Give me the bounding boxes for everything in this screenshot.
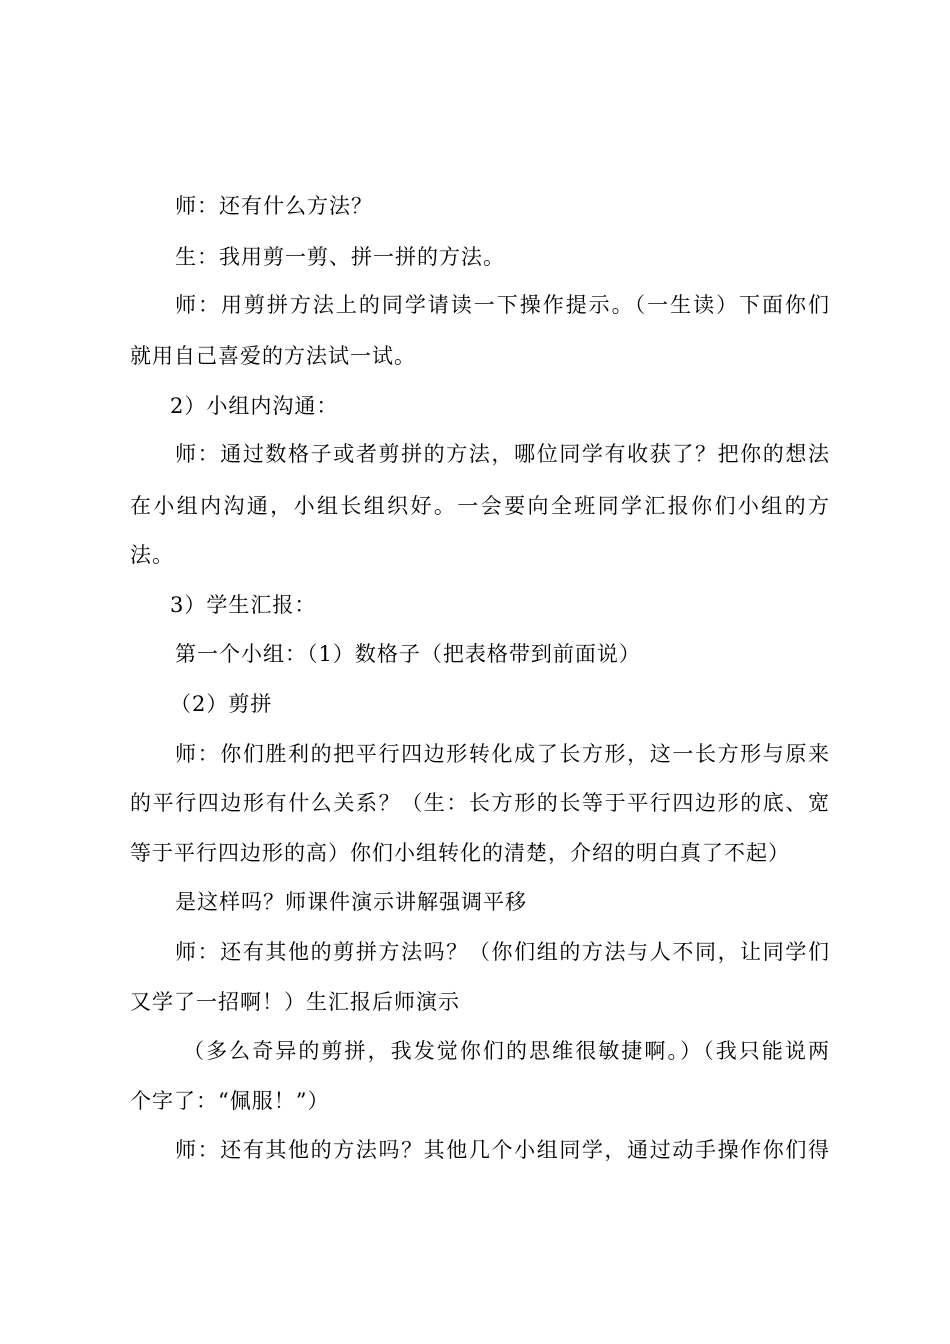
paragraph-line: 就用自己喜爱的方法试一试。 (130, 344, 416, 368)
paragraph-line: 生：我用剪一剪、拼一拼的方法。 (175, 245, 505, 269)
paragraph-line: 法。 (130, 543, 174, 567)
paragraph-line: 师：你们胜利的把平行四边形转化成了长方形，这一长方形与原来 (175, 742, 830, 766)
paragraph-line: 师：还有其他的剪拼方法吗？（你们组的方法与人不同，让同学们 (175, 940, 830, 964)
paragraph-line: 师：通过数格子或者剪拼的方法，哪位同学有收获了？把你的想法 (175, 442, 830, 466)
section-heading: 3）学生汇报： (170, 593, 317, 617)
paragraph-line: 师：还有什么方法？ (175, 194, 373, 218)
paragraph-line: 是这样吗？师课件演示讲解强调平移 (175, 890, 527, 914)
paragraph-line: 师：用剪拼方法上的同学请读一下操作提示。（一生读）下面你们 (175, 293, 830, 317)
paragraph-line: （多么奇异的剪拼，我发觉你们的思维很敏捷啊。）（我只能说两 (183, 1039, 830, 1063)
paragraph-line: 在小组内沟通，小组长组织好。一会要向全班同学汇报你们小组的方 (130, 494, 830, 518)
paragraph-line: 的平行四边形有什么关系？（生：长方形的长等于平行四边形的底、宽 (130, 791, 830, 815)
paragraph-line: （2）剪拼 (170, 692, 273, 716)
paragraph-line: 师：还有其他的方法吗？其他几个小组同学，通过动手操作你们得 (175, 1138, 830, 1162)
paragraph-line: 又学了一招啊！）生汇报后师演示 (130, 990, 460, 1014)
paragraph-line: 第一个小组：（1）数格子（把表格带到前面说） (175, 642, 641, 666)
paragraph-line: 个字了：“佩服！”） (130, 1089, 330, 1113)
section-heading: 2）小组内沟通： (170, 394, 339, 418)
paragraph-line: 等于平行四边形的高）你们小组转化的清楚，介绍的明白真了不起） (130, 841, 790, 865)
